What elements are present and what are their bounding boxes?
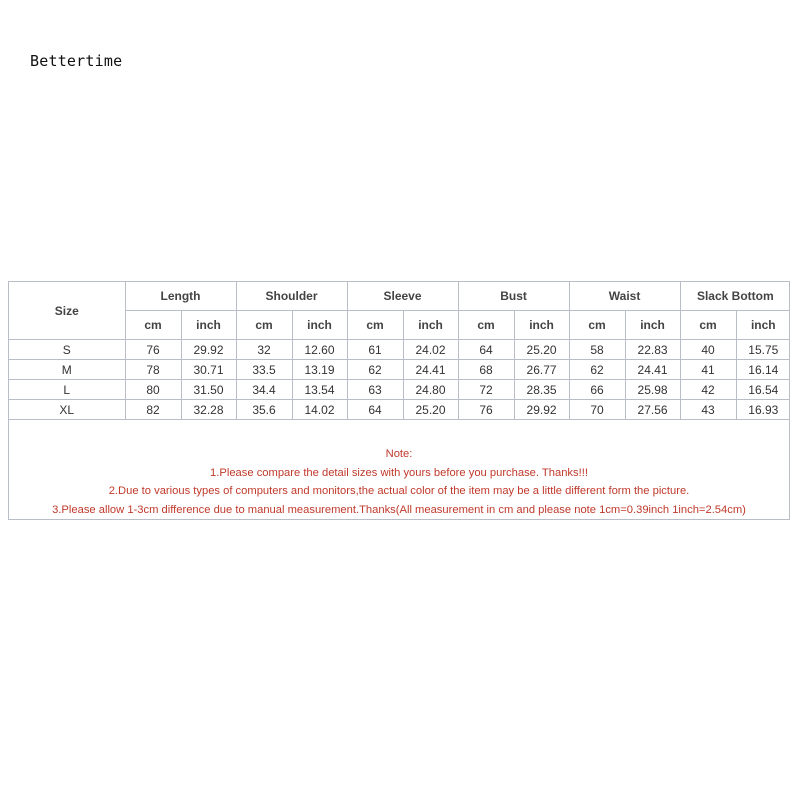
unit-cm: cm bbox=[236, 311, 292, 340]
table-cell: 28.35 bbox=[514, 380, 569, 400]
unit-cm: cm bbox=[125, 311, 181, 340]
note-line-2: 2.Due to various types of computers and monitors,the actual color of the item may be a little different form the picture. bbox=[108, 485, 690, 497]
table-cell: 14.02 bbox=[292, 400, 347, 420]
waist-header: Waist bbox=[569, 282, 680, 311]
table-cell: 24.02 bbox=[403, 340, 458, 360]
unit-cm: cm bbox=[680, 311, 736, 340]
size-cell: S bbox=[9, 340, 125, 360]
table-row bbox=[9, 360, 790, 380]
unit-inch: inch bbox=[736, 311, 790, 340]
table-cell: 34.4 bbox=[236, 380, 292, 400]
table-cell: 66 bbox=[569, 380, 625, 400]
table-cell: 62 bbox=[569, 360, 625, 380]
table-cell: 25.20 bbox=[403, 400, 458, 420]
table-cell: 24.80 bbox=[403, 380, 458, 400]
table-cell: 24.41 bbox=[625, 360, 680, 380]
unit-cm: cm bbox=[569, 311, 625, 340]
table-cell: 25.98 bbox=[625, 380, 680, 400]
size-cell: XL bbox=[9, 400, 125, 420]
table-cell: 61 bbox=[347, 340, 403, 360]
table-cell: 30.71 bbox=[181, 360, 236, 380]
size-chart bbox=[8, 281, 790, 520]
table-cell: 26.77 bbox=[514, 360, 569, 380]
size-column-header: Size bbox=[9, 282, 125, 340]
unit-inch: inch bbox=[292, 311, 347, 340]
notes-section bbox=[9, 445, 789, 519]
table-cell: 16.54 bbox=[736, 380, 790, 400]
note-line-1: 1.Please compare the detail sizes with yours before you purchase. Thanks!!! bbox=[210, 466, 588, 479]
unit-inch: inch bbox=[181, 311, 236, 340]
unit-row bbox=[9, 311, 790, 340]
table-cell: 76 bbox=[125, 340, 181, 360]
table-cell: 25.20 bbox=[514, 340, 569, 360]
table-cell: 43 bbox=[680, 400, 736, 420]
unit-cm: cm bbox=[458, 311, 514, 340]
table-cell: 29.92 bbox=[514, 400, 569, 420]
note-title: Note: bbox=[385, 448, 413, 460]
length-header: Length bbox=[125, 282, 236, 311]
slack-bottom-header: Slack Bottom bbox=[680, 282, 790, 311]
table-cell: 13.19 bbox=[292, 360, 347, 380]
table-cell: 31.50 bbox=[181, 380, 236, 400]
table-cell: 80 bbox=[125, 380, 181, 400]
table-cell: 72 bbox=[458, 380, 514, 400]
brand-name: Bettertime bbox=[30, 52, 123, 70]
table-cell: 64 bbox=[347, 400, 403, 420]
shoulder-header: Shoulder bbox=[236, 282, 347, 311]
table-row bbox=[9, 400, 790, 420]
table-cell: 64 bbox=[458, 340, 514, 360]
unit-inch: inch bbox=[403, 311, 458, 340]
unit-cm: cm bbox=[347, 311, 403, 340]
table-cell: 29.92 bbox=[181, 340, 236, 360]
table-cell: 82 bbox=[125, 400, 181, 420]
size-cell: L bbox=[9, 380, 125, 400]
table-cell: 27.56 bbox=[625, 400, 680, 420]
table-cell: 32.28 bbox=[181, 400, 236, 420]
table-cell: 16.14 bbox=[736, 360, 790, 380]
table-cell: 76 bbox=[458, 400, 514, 420]
table-cell: 12.60 bbox=[292, 340, 347, 360]
table-cell: 63 bbox=[347, 380, 403, 400]
table-cell: 68 bbox=[458, 360, 514, 380]
note-line-3: 3.Please allow 1-3cm difference due to manual measurement.Thanks(All measurement in cm and please note 1cm=0.39inch 1inch=2.54cm) bbox=[52, 503, 746, 516]
table-cell: 33.5 bbox=[236, 360, 292, 380]
table-cell: 70 bbox=[569, 400, 625, 420]
table-cell: 13.54 bbox=[292, 380, 347, 400]
size-cell: M bbox=[9, 360, 125, 380]
table-row bbox=[9, 380, 790, 400]
table-cell: 58 bbox=[569, 340, 625, 360]
bust-header: Bust bbox=[458, 282, 569, 311]
table-cell: 40 bbox=[680, 340, 736, 360]
table-cell: 78 bbox=[125, 360, 181, 380]
unit-inch: inch bbox=[514, 311, 569, 340]
table-cell: 24.41 bbox=[403, 360, 458, 380]
table-cell: 32 bbox=[236, 340, 292, 360]
table-cell: 35.6 bbox=[236, 400, 292, 420]
size-table bbox=[9, 282, 790, 420]
sleeve-header: Sleeve bbox=[347, 282, 458, 311]
unit-inch: inch bbox=[625, 311, 680, 340]
table-cell: 15.75 bbox=[736, 340, 790, 360]
table-cell: 16.93 bbox=[736, 400, 790, 420]
table-cell: 62 bbox=[347, 360, 403, 380]
table-cell: 41 bbox=[680, 360, 736, 380]
table-cell: 42 bbox=[680, 380, 736, 400]
table-cell: 22.83 bbox=[625, 340, 680, 360]
table-row bbox=[9, 340, 790, 360]
